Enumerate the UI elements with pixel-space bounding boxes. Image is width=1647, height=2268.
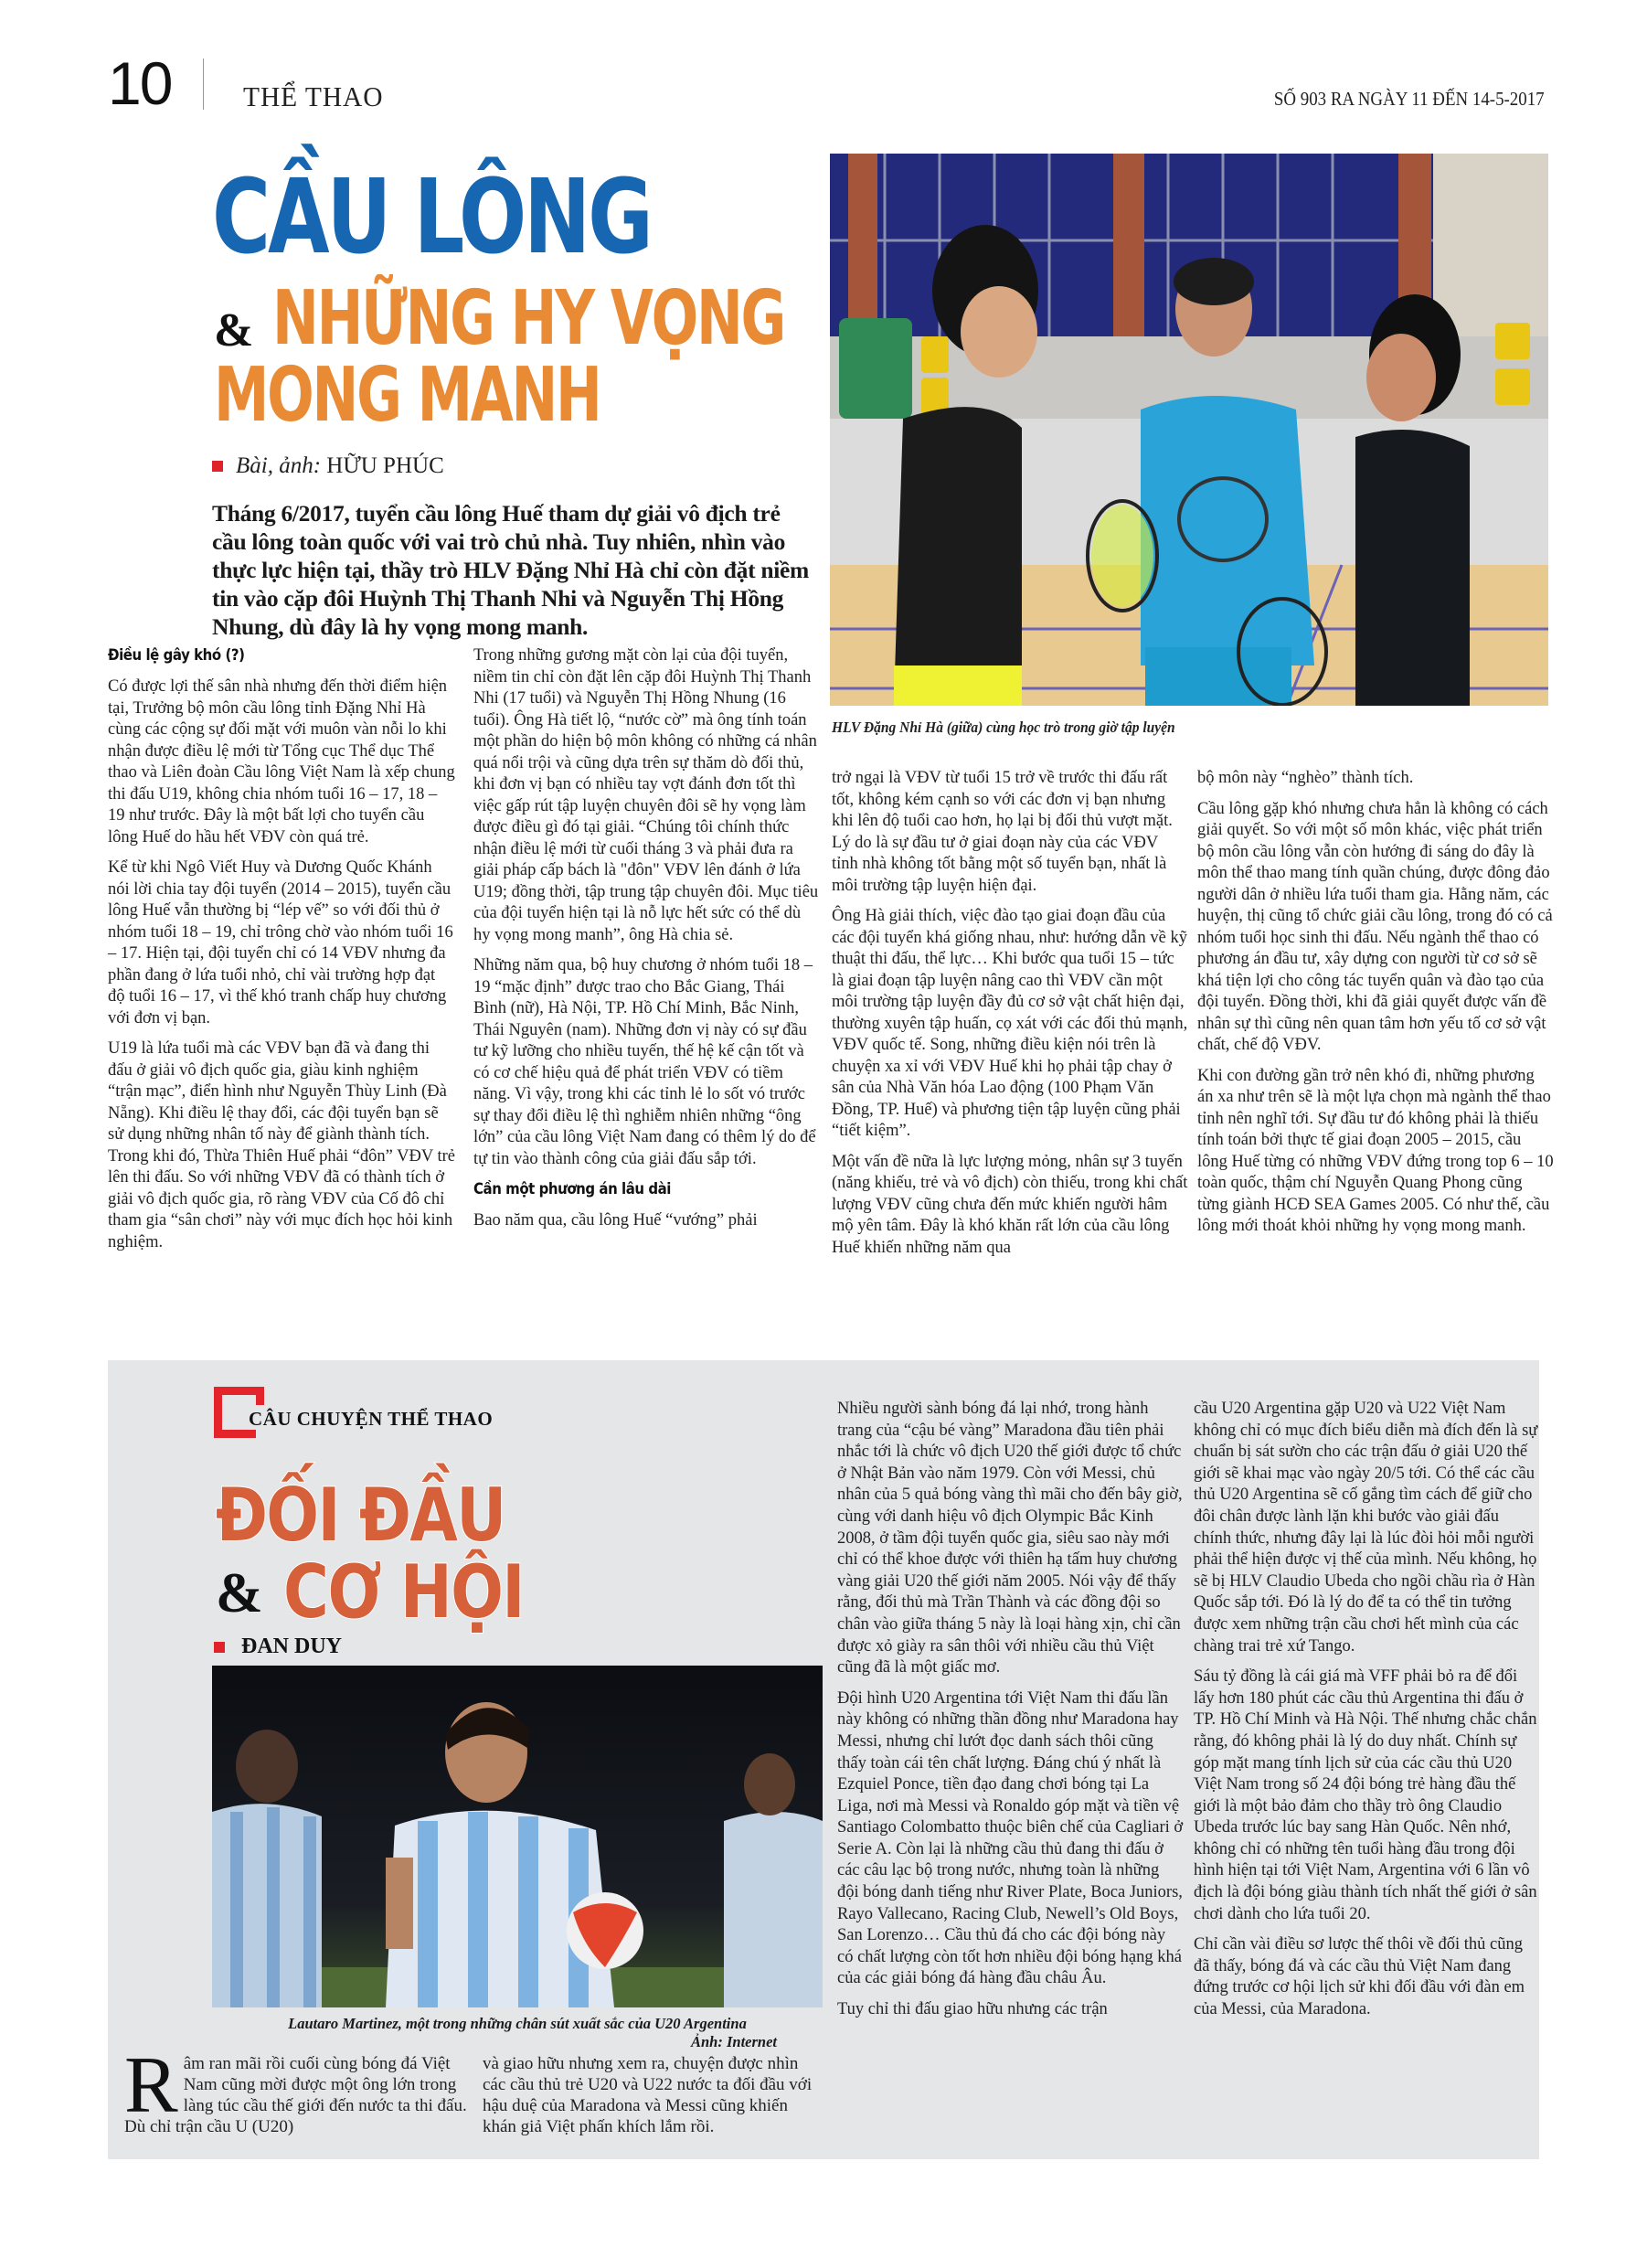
drop-cap: R — [124, 2041, 178, 2130]
paragraph: Ông Hà giải thích, việc đào tạo giai đoạn đầu của các đội tuyển khá giống nhau, như: hướng dẫn về kỹ thuật thi đấu, thể lực… Khi bước qua tuổi 15 – tức là giai đoạn tập luyện nâng cao thì VĐV cần một môi trường tập luyện đầy đủ cơ sở vật chất hiện đại, thường xuyên tập huấn, cọ xát với các đối thủ mạnh, VĐV quốc tế. Song, những điều kiện nói trên là chuyện xa xỉ với VĐV Huế khi họ phải tập chay ở sân của Nhà Văn hóa Lao động (100 Phạm Văn Đồng, TP. Huế) và phương tiện tập luyện cũng phải “tiết kiệm”. — [832, 907, 1188, 1140]
article2-ampersand: & — [216, 1562, 263, 1624]
paragraph: Trong những gương mặt còn lại của đội tuyển, niềm tin chỉ còn đặt lên cặp đôi Huỳnh Thị Thanh Nhi (17 tuổi) và Nguyễn Thị Hồng Nhung (16 tuổi). Ông Hà tiết lộ, “nước cờ” mà ông tính toán một phần do hiện bộ môn không có những cá nhân quá nổi trội và cũng dựa trên sự thăm dò đối thủ, khi đơn vị bạn có nhiều tay vợt đánh đơn tốt thì việc gấp rút tập luyện chuyên đôi sẽ hy vọng làm được điều gì đó tại giải. “Chúng tôi chính thức nhận điều lệ mới từ cuối tháng 3 và phải đưa ra giải pháp cấp bách là "đôn" VĐV lên đánh ở lứa U19; đồng thời, tập trung tập chuyên đôi. Mục tiêu của đội tuyển hiện tại là nỗ lực hết sức có thể dù hy vọng mong manh”, ông Hà chia sẻ. — [473, 646, 819, 944]
paragraph: bộ môn này “nghèo” thành tích. — [1197, 769, 1414, 787]
article2-intro-column-1 — [124, 2041, 472, 2137]
paragraph: Những năm qua, bộ huy chương ở nhóm tuổi 18 – 19 “mặc định” được trao cho Bắc Giang, Thái Bình (nữ), Hà Nội, TP. Hồ Chí Minh, Bắc Ninh, Thái Nguyên (nam). Những đơn vị này có sự đầu tư kỹ lưỡng cho nhiều tuyến, thế hệ kế cận tốt và có cơ chế hiệu quả để phát triển VĐV có tiềm năng. Vì vậy, trong khi các tỉnh lẻ lo sốt vó trước sự thay đổi điều lệ thì nghiễm nhiên những “ông lớn” của cầu lông Việt Nam đang có thêm lý do để tự tin vào thành công của giải đấu sắp tới. — [473, 956, 816, 1168]
paragraph: U19 là lứa tuổi mà các VĐV bạn đã và đang thi đấu ở giải vô địch quốc gia, giàu kinh nghiệm “trận mạc”, điển hình như Nguyễn Thùy Linh (Đà Nẵng). Khi điều lệ thay đổi, các đội tuyển bạn sẽ sử dụng những nhân tố này để giành thành tích. Trong khi đó, Thừa Thiên Huế phải “đôn” VĐV trẻ lên thi đấu. So với những VĐV đã có thành tích ở giải vô địch quốc gia, rõ ràng VĐV của Cố đô chỉ tham gia “sân chơi” này với mục đích học hỏi kinh nghiệm. — [108, 1039, 455, 1251]
badminton-training-photo — [830, 154, 1548, 706]
caption-text: Lautaro Martinez, một trong những chân sút xuất sắc của U20 Argentina — [288, 2015, 747, 2032]
article1-column-2 — [473, 645, 821, 1241]
subheading: Điều lệ gây khó (?) — [108, 646, 245, 665]
article1-byline — [212, 453, 444, 479]
article1-photo — [830, 154, 1548, 706]
photo-credit: Ảnh: Internet — [691, 2033, 777, 2050]
article2-photo — [212, 1666, 823, 2007]
article2-column-3 — [837, 1399, 1185, 2030]
paragraph: Bao năm qua, cầu lông Huế “vướng” phải — [473, 1211, 758, 1230]
paragraph: Kể từ khi Ngô Viết Huy và Dương Quốc Khánh nói lời chia tay đội tuyển (2014 – 2015), tuyển cầu lông Huế vẫn thường bị “lép vế” so với đối thủ ở nhóm tuổi 18 – 19, chỉ trông chờ vào nhóm tuổi 16 – 17. Hiện tại, đội tuyển chỉ có 14 VĐV nhưng đa phần đang ở lứa tuổi nhỏ, chỉ vài trường hợp đạt độ tuổi 16 – 17, vì thế khó tranh chấp huy chương với đơn vị bạn. — [108, 858, 453, 1028]
paragraph: Sáu tỷ đồng là cái giá mà VFF phải bỏ ra để đổi lấy hơn 180 phút các cầu thủ Argentina thi đấu ở TP. Hồ Chí Minh và Hà Nội. Thế nhưng chắc chắn rằng, đó không phải là lý do duy nhất. Chính sự góp mặt mang tính lịch sử của các cầu thủ U20 Việt Nam trong số 24 đội bóng trẻ hàng đầu thế giới là một bảo đảm cho thầy trò ông Claudio Ubeda trước lúc bay sang Hàn Quốc. Nên nhớ, không chỉ có những tên tuổi hàng đầu trong đội hình hiện tại tới Việt Nam, Argentina với 6 lần vô địch là đội bóng giàu thành tích nhất thế giới ở sân chơi dành cho lứa tuổi 20. — [1194, 1667, 1537, 1923]
article1-photo-caption: HLV Đặng Nhỉ Hà (giữa) cùng học trò trong giờ tập luyện — [832, 719, 1175, 736]
article1-title-line2: NHỮNG HY VỌNG — [272, 275, 785, 362]
article2-byline — [214, 1634, 342, 1659]
byline-author: HỮU PHÚC — [326, 453, 444, 478]
byline-label: Bài, ảnh: — [236, 453, 322, 478]
paragraph: Một vấn đề nữa là lực lượng mỏng, nhân sự 3 tuyến (năng khiếu, trẻ và vô địch) còn thiếu, trong khi chất lượng VĐV cũng chưa đến mức khiến người hâm mộ yên tâm. Đây là khó khăn rất lớn của cầu lông Huế khiến những năm qua — [832, 1152, 1188, 1257]
byline-author: ĐAN DUY — [241, 1634, 342, 1658]
header-divider — [203, 59, 204, 110]
article1-column-4 — [1197, 768, 1554, 1247]
paragraph: Cầu lông gặp khó nhưng chưa hẳn là không có cách giải quyết. So với một số môn khác, việc phát triển bộ môn cầu lông vẫn còn hướng đi sáng do đây là môn thể thao mang tính quần chúng, được đông đảo người dân ở nhiều lứa tuổi tham gia. Hằng năm, các huyện, thị cũng tổ chức giải cầu lông, trong đó có cả nhóm tuổi học sinh thi đấu. Nếu ngành thể thao có phương án đầu tư, xây dựng con người từ cơ sở sẽ khá tiện lợi cho công tác tuyển quân và đào tạo của đội tuyển. Đồng thời, khi đã giải quyết được vấn đề nhân sự thì cũng nên quan tâm hơn yếu tố cơ sở vật chất, chế độ VĐV. — [1197, 799, 1553, 1054]
paragraph: Đội hình U20 Argentina tới Việt Nam thi đấu lần này không có những thần đồng như Maradona hay Messi, nhưng chỉ lướt đọc danh sách thôi cũng thấy toàn cái tên chất lượng. Đáng chú ý nhất là Ezquiel Ponce, tiền đạo đang chơi bóng tại La Liga, nơi mà Messi và Ronaldo góp mặt và tiền vệ Santiago Colombatto thuộc biên chế của Cagliari ở Serie A. Còn lại là những cầu thủ đang thi đấu ở các câu lạc bộ trong nước, nhưng toàn là những đội bóng danh tiếng như River Plate, Boca Juniors, Rayo Vallecano, Racing Club, Newell’s Old Boys, San Lorenzo… Cầu thủ đá cho các đội bóng này có chất lượng còn tốt hơn nhiều đội bóng hạng khá của các giải bóng đá hàng đầu châu Âu. — [837, 1688, 1184, 1988]
article2-title-line1: ĐỐI ĐẦU — [216, 1473, 505, 1558]
paragraph: Có được lợi thế sân nhà nhưng đến thời điểm hiện tại, Trưởng bộ môn cầu lông tỉnh Đặng Nhỉ Hà cùng các cộng sự đối mặt với muôn vàn nỗi lo khi nhận được điều lệ mới từ Tổng cục Thể dục Thể thao và Liên đoàn Cầu lông Việt Nam là xếp chung thi đấu U19, không chia nhóm tuổi 16 – 17, 18 – 19 như trước. Đây là một bất lợi cho tuyển cầu lông Huế do hầu hết VĐV còn quá trẻ. — [108, 677, 455, 847]
article1-lead: Tháng 6/2017, tuyển cầu lông Huế tham dự giải vô địch trẻ cầu lông toàn quốc với vai trò chủ nhà. Tuy nhiên, nhìn vào thực lực hiện tại, thầy trò HLV Đặng Nhỉ Hà chỉ còn đặt niềm tin vào cặp đôi Huỳnh Thị Thanh Nhi và Nguyễn Thị Hồng Nhung, dù đây là hy vọng mong manh. — [212, 500, 809, 640]
article2-intro-column-2: và giao hữu nhưng xem ra, chuyện được nhìn các cầu thủ trẻ U20 và U22 nước ta đối đầu với hậu duệ của Maradona và Messi cũng khiến khán giả Việt phấn khích lắm rồi. — [483, 2054, 813, 2136]
article2-photo-caption — [212, 2015, 823, 2051]
bullet-square-icon — [214, 1642, 225, 1653]
intro-text: âm ran mãi rồi cuối cùng bóng đá Việt Nam cũng mời được một ông lớn trong làng túc cầu thế giới đến nước ta thi đấu. Dù chỉ trận cầu U (U20) — [124, 2054, 467, 2136]
article1-column-3 — [832, 768, 1188, 1268]
football-player-photo — [212, 1666, 823, 2007]
subheading: Cần một phương án lâu dài — [473, 1180, 671, 1198]
article1-ampersand: & — [214, 304, 254, 357]
paragraph: cầu U20 Argentina gặp U20 và U22 Việt Nam không chỉ có mục đích biểu diễn mà đích đến là sự chuẩn bị sát sườn cho các trận đấu ở giải U20 thế giới sẽ khai mạc vào ngày 20/5 tới. Có thể các cầu thủ U20 Argentina sẽ cố gắng tìm cách để giữ cho đôi chân được lành lặn khi bước vào giải đấu chính thức, nhưng đây lại là lúc đòi hỏi mỗi người phải thể hiện được vị thế của mình. Nếu không, họ sẽ bị HLV Claudio Ubeda cho ngồi chầu rìa ở Hàn Quốc sắp tới. Đó là lý do để ta có thể tin tưởng được xem những trận cầu chơi hết mình của các chàng trai trẻ xứ Tango. — [1194, 1400, 1538, 1656]
article2-column-4 — [1194, 1399, 1539, 2030]
page-number: 10 — [108, 49, 172, 117]
article1-title-line1: CẦU LÔNG — [212, 158, 651, 277]
article1-title-line3: MONG MANH — [214, 352, 600, 439]
article2-title-line2: CƠ HỘI — [283, 1549, 524, 1634]
paragraph: Khi con đường gần trở nên khó đi, những phương án xa như trên sẽ là một lựa chọn mà ngành thể thao tỉnh nên nghĩ tới. Sự đầu tư đó không phải là thiếu tính toán bởi thực tế giai đoạn 2005 – 2015, cầu lông Huế từng có những VĐV đứng trong top 6 – 10 toàn quốc, thậm chí Nguyễn Quang Phong cũng từng giành HCĐ SEA Games 2005. Có như thế, cầu lông mới thoát khỏi những hy vọng mong manh. — [1197, 1066, 1554, 1235]
article2-kicker: CÂU CHUYỆN THỂ THAO — [249, 1408, 494, 1430]
section-name: THỂ THAO — [243, 80, 384, 112]
bullet-square-icon — [212, 461, 223, 472]
paragraph: Nhiều người sành bóng đá lại nhớ, trong hành trang của “cậu bé vàng” Maradona đầu tiên phải nhắc tới là chức vô địch U20 thế giới được tổ chức ở Nhật Bản vào năm 1979. Còn với Messi, chủ nhân của 5 quả bóng vàng thì mãi cho đến bây giờ, cùng với danh hiệu vô địch Olympic Bắc Kinh 2008, ở tầm đội tuyển quốc gia, siêu sao này mới chỉ có thể khoe được với thiên hạ tấm huy chương vàng giải U20 thế giới năm 2005. Nói vậy để thấy rằng, đối thủ mà Trần Thành và các đồng đội so chân vào giữa tháng 5 này là loại hàng xịn, chỉ cần được xỏ giày ra sân thôi với nhiều cầu thủ Việt cũng đã là một giấc mơ. — [837, 1400, 1183, 1677]
article1-column-1 — [108, 645, 455, 1262]
paragraph: trở ngại là VĐV từ tuổi 15 trở về trước thi đấu rất tốt, không kém cạnh so với các đơn vị bạn nhưng khi lên độ tuổi cao hơn, họ lại bị đối thủ vượt mặt. Lý do là sự đầu tư ở giai đoạn này của các VĐV tỉnh nhà không tốt bằng một số tuyển bạn, nhất là môi trường tập luyện hiện đại. — [832, 769, 1173, 895]
paragraph: Tuy chỉ thi đấu giao hữu nhưng các trận — [837, 2000, 1108, 2019]
issue-info: SỐ 903 RA NGÀY 11 ĐẾN 14-5-2017 — [1274, 88, 1545, 110]
paragraph: Chỉ cần vài điều sơ lược thế thôi về đối thủ cũng đã thấy, bóng đá và các cầu thủ Việt Nam đang đứng trước cơ hội lịch sử khi đối đầu với đàn em của Messi, của Maradona. — [1194, 1935, 1525, 2019]
